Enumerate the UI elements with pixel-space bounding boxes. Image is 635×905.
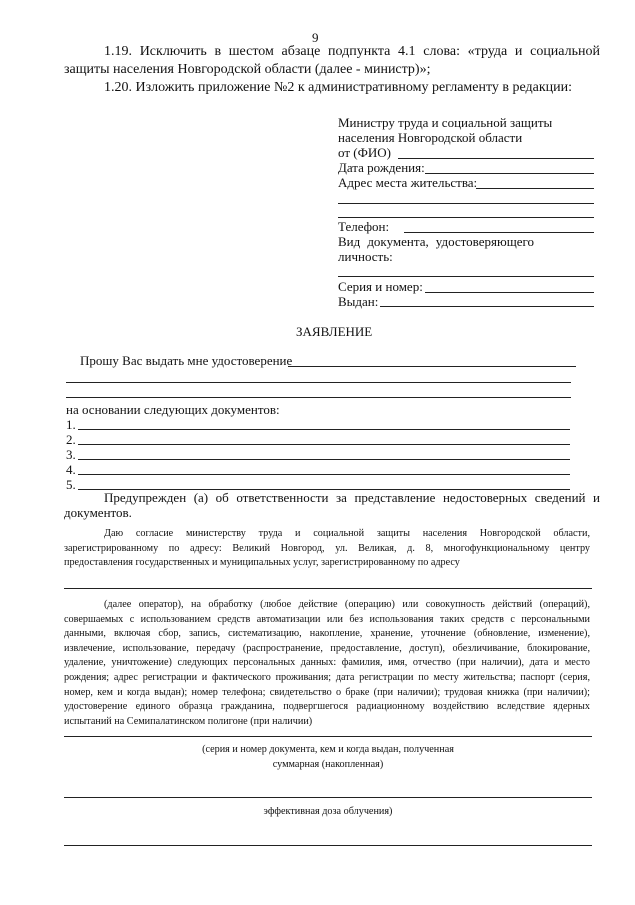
doc-number-2: 2. bbox=[66, 432, 76, 447]
document-title: ЗАЯВЛЕНИЕ bbox=[296, 324, 373, 339]
consent-line-1: Даю согласие министерству труда и социальной защиты населения Новгородской области, bbox=[104, 528, 590, 539]
operator-paragraph bbox=[64, 598, 590, 729]
basis-document-3-field[interactable] bbox=[78, 459, 570, 460]
final-field[interactable] bbox=[64, 845, 592, 846]
issued-field[interactable] bbox=[380, 306, 594, 307]
certificate-field[interactable] bbox=[288, 366, 576, 367]
certificate-field-line2[interactable] bbox=[66, 382, 571, 383]
request-text: Прошу Вас выдать мне удостоверение bbox=[80, 353, 293, 368]
document-type-label-line2: личность: bbox=[338, 249, 393, 264]
doc-number-1: 1. bbox=[66, 417, 76, 432]
operator-line-8: удостоверение единого образца гражданина, подвергшегося радиационному воздействию вследствие ядерных bbox=[64, 701, 590, 713]
operator-line-7: номер, кем и когда выдан); номер телефона; свидетельство о браке (при наличии); трудовая книжка (при наличии); bbox=[64, 686, 590, 698]
series-number-field[interactable] bbox=[425, 292, 594, 293]
series-number-label: Серия и номер: bbox=[338, 279, 423, 294]
phone-label: Телефон: bbox=[338, 219, 390, 234]
document-type-field[interactable] bbox=[338, 276, 594, 277]
from-field[interactable] bbox=[398, 158, 594, 159]
birth-date-field[interactable] bbox=[425, 173, 594, 174]
warning-line1: Предупрежден (а) об ответственности за представление недостоверных сведений и bbox=[104, 490, 600, 505]
operator-line-2: совершаемых с использованием средств автоматизации или без использования таких средств с персональными bbox=[64, 613, 590, 625]
phone-field[interactable] bbox=[404, 232, 594, 233]
consent-paragraph bbox=[64, 527, 590, 571]
issued-label: Выдан: bbox=[338, 294, 379, 309]
birth-date-label: Дата рождения: bbox=[338, 160, 425, 175]
operator-line-3: данными, включая сбор, запись, систематизацию, накопление, хранение, уточнение (обновление, изменение), bbox=[64, 628, 590, 640]
operator-line-4: извлечение, использование, передачу (распространение, предоставление, доступ), обезличивание, блокирование, bbox=[64, 642, 590, 654]
addressee-line1: Министру труда и социальной защиты bbox=[338, 115, 553, 130]
radiation-document-caption-line2: суммарная (накопленная) bbox=[272, 759, 384, 770]
operator-line-9: испытаний на Семипалатинском полигоне (при наличии) bbox=[64, 715, 313, 727]
operator-line-1: (далее оператор), на обработку (любое действие (операцию) или совокупность действий (операций), bbox=[104, 599, 590, 610]
basis-document-4-field[interactable] bbox=[78, 474, 570, 475]
basis-text: на основании следующих документов: bbox=[66, 402, 280, 417]
radiation-document-caption-line1: (серия и номер документа, кем и когда выдан, полученная bbox=[202, 744, 454, 755]
doc-number-5: 5. bbox=[66, 477, 76, 492]
warning-line2: документов. bbox=[64, 505, 132, 520]
operator-line-6: рождения; адрес регистрации и фактического проживания; дата регистрации по месту жительства; паспорт (серия, bbox=[64, 671, 590, 683]
certificate-field-line3[interactable] bbox=[66, 397, 571, 398]
consent-line-3: предоставления государственных и муниципальных услуг, зарегистрированному по адресу bbox=[64, 557, 460, 569]
effective-dose-field[interactable] bbox=[64, 797, 592, 798]
amendment-1-20: 1.20. Изложить приложение №2 к административному регламенту в редакции: bbox=[104, 80, 573, 95]
address-field[interactable] bbox=[476, 188, 594, 189]
operator-line-5: удаление, уничтожение) следующих персональных данных: фамилия, имя, отчество (при наличии), дата и место bbox=[64, 657, 590, 669]
amendment-1-19-line2: защиты населения Новгородской области (далее - министр)»; bbox=[64, 62, 431, 77]
doc-number-3: 3. bbox=[66, 447, 76, 462]
doc-number-4: 4. bbox=[66, 462, 76, 477]
page-number: 9 bbox=[312, 30, 319, 45]
addressee-line2: населения Новгородской области bbox=[338, 130, 523, 145]
address-field-line3[interactable] bbox=[338, 217, 594, 218]
from-label: от (ФИО) bbox=[338, 145, 391, 160]
effective-dose-caption: эффективная доза облучения) bbox=[263, 806, 393, 817]
address-field-line2[interactable] bbox=[338, 203, 594, 204]
basis-document-2-field[interactable] bbox=[78, 444, 570, 445]
consent-line-2: зарегистрированному по адресу: Великий Новгород, ул. Великая, д. 8, многофункциональному центру bbox=[64, 542, 590, 554]
document-type-label-line1: Вид документа, удостоверяющего bbox=[338, 234, 534, 249]
operator-address-field[interactable] bbox=[64, 588, 592, 589]
basis-document-1-field[interactable] bbox=[78, 429, 570, 430]
radiation-document-field[interactable] bbox=[64, 736, 592, 737]
address-label: Адрес места жительства: bbox=[338, 175, 478, 190]
amendment-1-19-line1: 1.19. Исключить в шестом абзаце подпункта 4.1 слова: «труда и социальной bbox=[104, 44, 600, 59]
